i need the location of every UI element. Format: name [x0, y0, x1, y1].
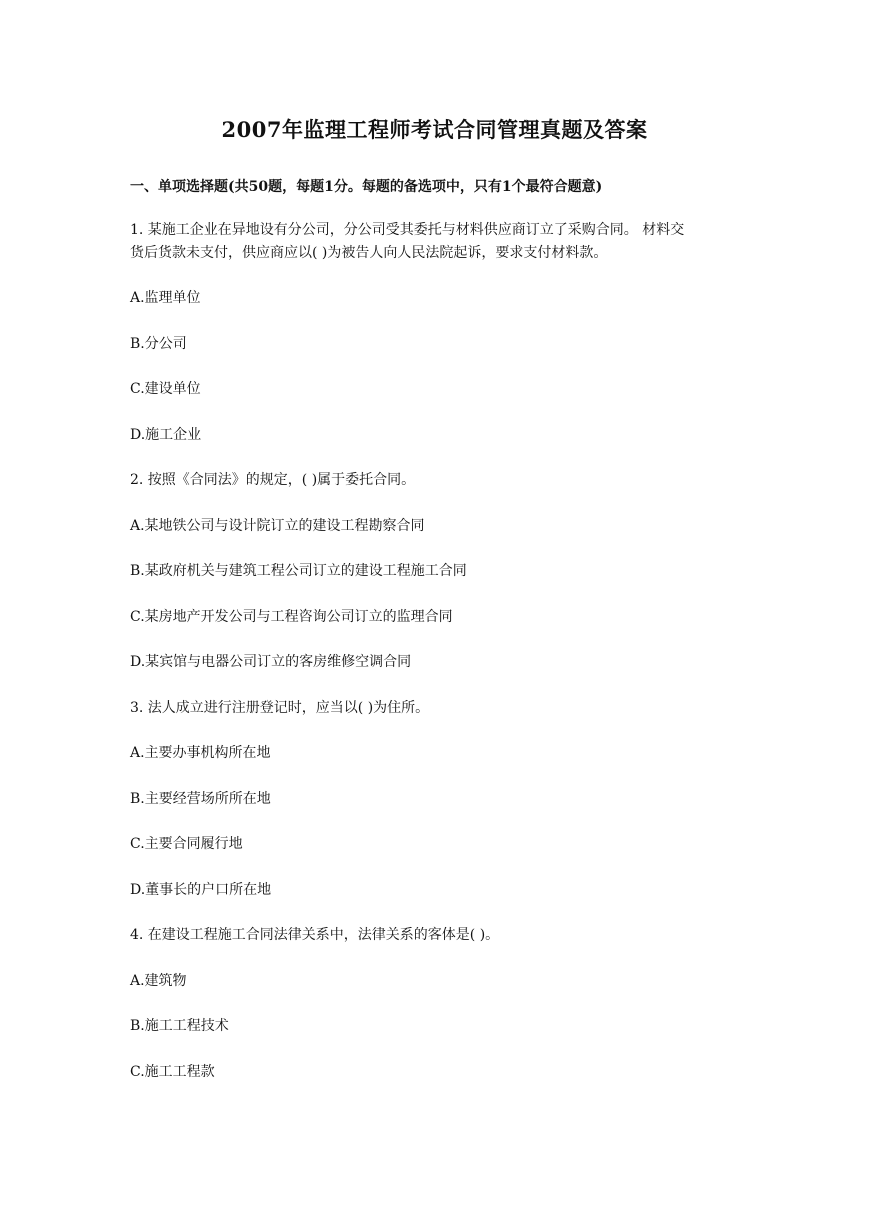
question-2-option-c: C.某房地产开发公司与工程咨询公司订立的监理合同: [130, 609, 453, 625]
question-4-option-a: A.建筑物: [130, 973, 187, 989]
question-1-option-d: D.施工企业: [130, 427, 202, 443]
question-3-option-c: C.主要合同履行地: [130, 836, 243, 852]
question-4-option-c: C.施工工程款: [130, 1064, 215, 1080]
question-3-option-b: B.主要经营场所所在地: [130, 791, 271, 807]
question-1-stem-line-2: 货后货款未支付，供应商应以( )为被告人向人民法院起诉，要求支付材料款。: [130, 245, 608, 261]
question-2-stem: 2. 按照《合同法》的规定，( )属于委托合同。: [130, 472, 416, 488]
question-1-option-b: B.分公司: [130, 336, 187, 352]
question-2-option-b: B.某政府机关与建筑工程公司订立的建设工程施工合同: [130, 563, 467, 579]
question-1-option-a: A.监理单位: [130, 290, 201, 306]
question-4-stem: 4. 在建设工程施工合同法律关系中，法律关系的客体是( )。: [130, 927, 500, 943]
question-2-option-d: D.某宾馆与电器公司订立的客房维修空调合同: [130, 654, 412, 670]
question-1-option-c: C.建设单位: [130, 381, 201, 397]
question-2-option-a: A.某地铁公司与设计院订立的建设工程勘察合同: [130, 518, 425, 534]
question-3-option-a: A.主要办事机构所在地: [130, 745, 271, 761]
question-3-option-d: D.董事长的户口所在地: [130, 882, 272, 898]
page-title: 2007年监理工程师考试合同管理真题及答案: [221, 117, 648, 142]
question-3-stem: 3. 法人成立进行注册登记时，应当以( )为住所。: [130, 700, 430, 716]
question-1-stem-line-1: 1. 某施工企业在异地设有分公司，分公司受其委托与材料供应商订立了采购合同。 材料交: [130, 222, 685, 238]
section-heading: 一、单项选择题(共50题，每题1分。每题的备选项中，只有1个最符合题意): [130, 179, 603, 195]
question-4-option-b: B.施工工程技术: [130, 1018, 229, 1034]
